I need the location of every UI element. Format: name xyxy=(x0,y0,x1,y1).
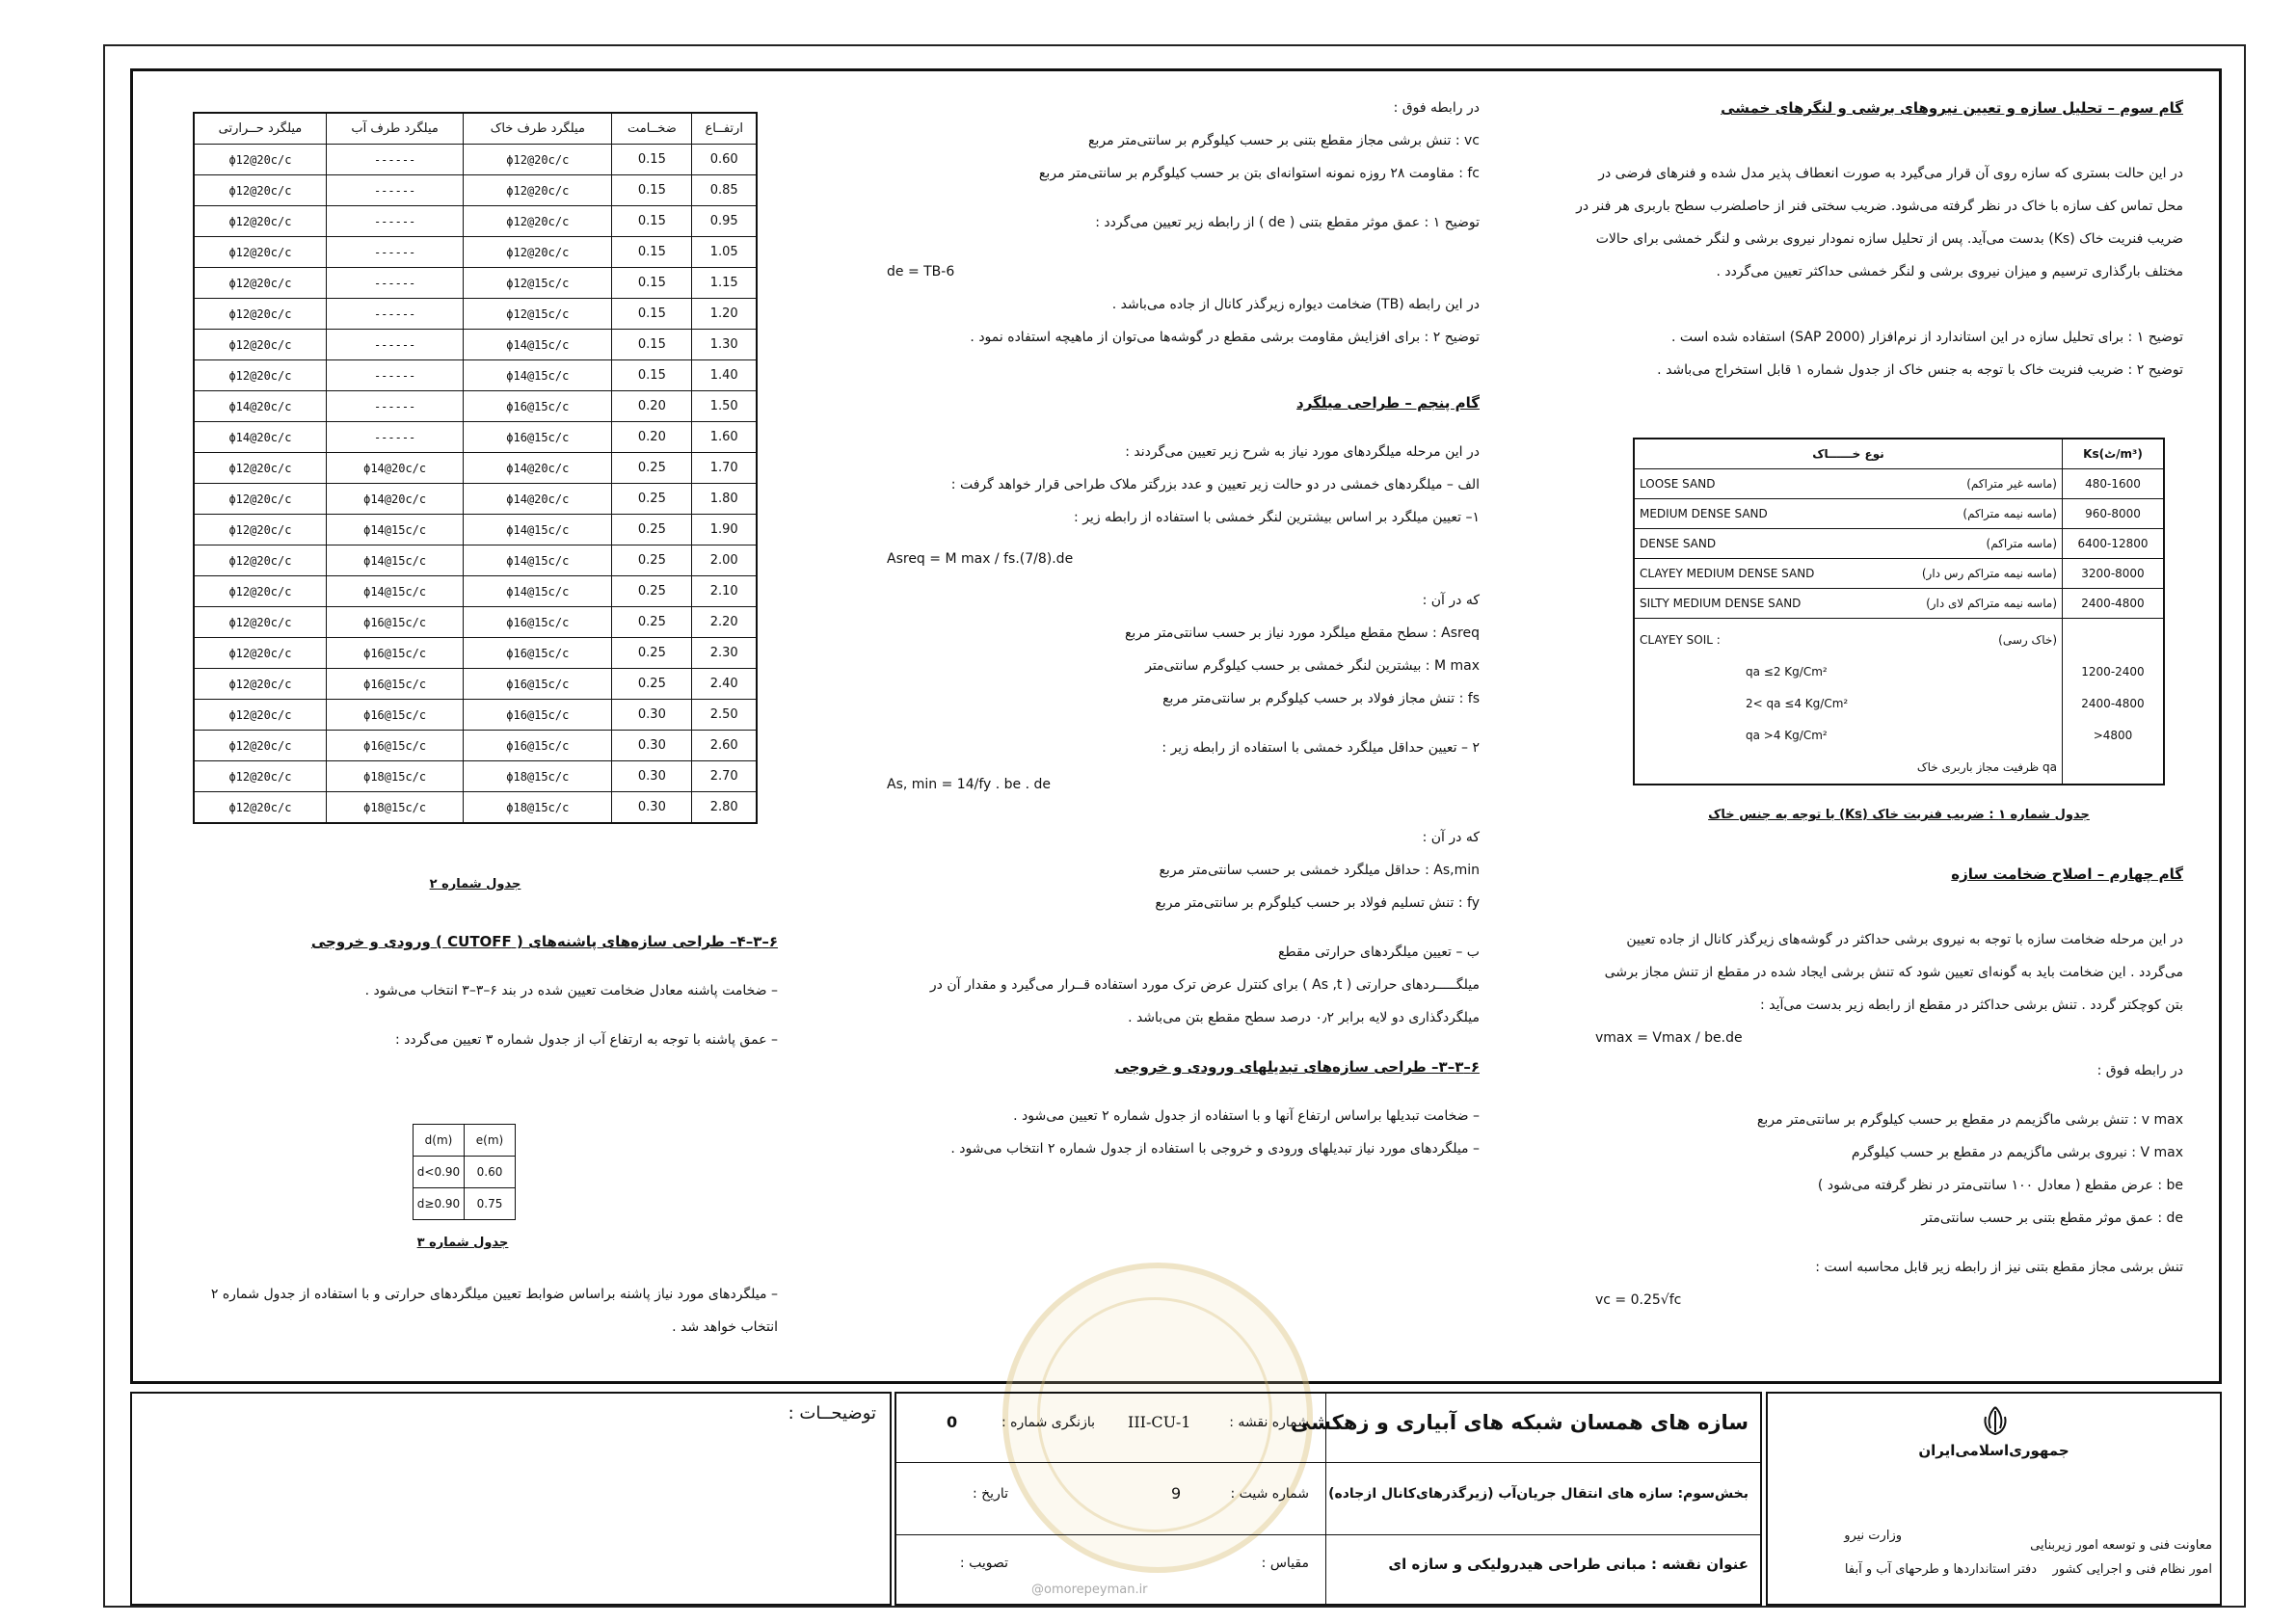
soil-name-en: LOOSE SAND xyxy=(1640,477,1716,491)
table-cell: ------ xyxy=(326,175,463,206)
table-row xyxy=(194,175,757,206)
table-cell: ϕ14@20c/c xyxy=(194,391,326,422)
asmin-def: As,min : حداقل میلگرد خمشی بر حسب سانتی‌متر مربع xyxy=(1159,863,1480,878)
table-cell: 0.30 xyxy=(612,761,692,792)
soil-ks: 480-1600 xyxy=(2063,469,2165,499)
step3-note-2: توضیح ۲ : ضریب فنریت خاک با توجه به جنس خاک از جدول شماره ۱ قابل استخراج می‌باشد . xyxy=(1657,362,2183,378)
table-cell: d(m) xyxy=(414,1125,465,1157)
table-row xyxy=(194,792,757,824)
table-cell: 0.25 xyxy=(612,515,692,545)
cutoff-line-2: – عمق پاشنه با توجه به ارتفاع آب از جدول شماره ۳ تعیین می‌گردد : xyxy=(394,1032,778,1048)
table3-caption: جدول شماره ۳ xyxy=(416,1236,509,1250)
clay-name-en: CLAYEY SOIL : xyxy=(1640,633,1721,647)
drawing-title: عنوان نقشه : مبانی طراحی هیدرولیکی و سازه ای xyxy=(1388,1556,1749,1573)
soil-table-header-type: نوع خــــــاک xyxy=(1634,439,2063,469)
middle-in-relation: در رابطه فوق : xyxy=(1393,100,1480,116)
table-cell: ------ xyxy=(326,360,463,391)
table-cell: ϕ16@15c/c xyxy=(326,607,463,638)
table-cell: 0.25 xyxy=(612,484,692,515)
table-cell: 0.30 xyxy=(612,700,692,731)
table-row xyxy=(1634,589,2164,619)
table-row xyxy=(194,669,757,700)
date-label: تاریخ : xyxy=(972,1486,1008,1502)
table-cell: 0.15 xyxy=(612,299,692,330)
table-cell: 2.80 xyxy=(692,792,757,824)
table-row xyxy=(194,360,757,391)
transition-line-1: – ضخامت تبدیلها براساس ارتفاع آنها و با استفاده از جدول شماره ۲ تعیین می‌شود . xyxy=(1013,1108,1480,1124)
step4-line-1: در این مرحله ضخامت سازه با توجه به نیروی برشی حداکثر در گوشه‌های زیرگذر کانال از جاده تعیین xyxy=(1626,932,2183,947)
table-cell: 0.60 xyxy=(692,145,757,175)
table-cell: ϕ16@15c/c xyxy=(464,607,612,638)
table-cell: ϕ12@20c/c xyxy=(194,700,326,731)
soil-table xyxy=(1633,438,2165,785)
step4-block xyxy=(1566,858,2183,1317)
table-cell: 2.30 xyxy=(692,638,757,669)
iran-emblem-icon xyxy=(1978,1403,2013,1438)
table-cell: ϕ14@15c/c xyxy=(464,330,612,360)
fs-def: fs : تنش مجاز فولاد بر حسب کیلوگرم بر سانتی‌متر مربع xyxy=(1162,691,1480,706)
temp-line-1: ب – تعیین میلگردهای حرارتی مقطع xyxy=(1278,945,1480,960)
table-cell: ϕ14@15c/c xyxy=(464,545,612,576)
ministry-line-2: دفتر استانداردها و طرحهای آب و آبفا xyxy=(1844,1562,2037,1577)
table-cell: 0.60 xyxy=(465,1157,516,1188)
clay-cond-3: qa >4 Kg/Cm² xyxy=(1746,729,1828,742)
step3-title: گام سوم – تحلیل سازه و تعیین نیروهای برشی و لنگرهای خمشی xyxy=(1721,99,2183,117)
table-row xyxy=(194,145,757,175)
clay-ks-3: >4800 xyxy=(2093,729,2133,742)
table-cell: 0.15 xyxy=(612,330,692,360)
table-row xyxy=(194,484,757,515)
table-row xyxy=(414,1188,516,1220)
table-cell: ϕ12@20c/c xyxy=(464,206,612,237)
table-cell: ϕ12@15c/c xyxy=(464,299,612,330)
table-cell: 2.50 xyxy=(692,700,757,731)
table-cell: 1.15 xyxy=(692,268,757,299)
table-cell: 0.25 xyxy=(612,669,692,700)
middle-note-2: توضیح ۲ : برای افزایش مقاومت برشی مقطع در گوشه‌ها می‌توان از ماهیچه استفاده نمود . xyxy=(970,330,1480,345)
republic-label: جمهوری‌اسلامی‌ایران xyxy=(1918,1442,2069,1459)
table-cell: ϕ14@15c/c xyxy=(326,515,463,545)
table-cell: 0.85 xyxy=(692,175,757,206)
table-cell: 1.20 xyxy=(692,299,757,330)
transition-title: ۶–۳–۳– طراحی سازه‌های تبدیلهای ورودی و خروجی xyxy=(1114,1058,1480,1076)
table-cell: ϕ12@20c/c xyxy=(194,515,326,545)
cutoff-block xyxy=(169,925,778,1056)
table-cell: ϕ12@20c/c xyxy=(194,237,326,268)
table-cell: 1.50 xyxy=(692,391,757,422)
table-cell: 2.10 xyxy=(692,576,757,607)
soil-ks: 960-8000 xyxy=(2063,499,2165,529)
table-cell: 2.20 xyxy=(692,607,757,638)
table-cell: 0.20 xyxy=(612,422,692,453)
table-header-cell: ضخــامت xyxy=(612,113,692,145)
table-cell: 0.15 xyxy=(612,206,692,237)
cutoff-depth-table xyxy=(413,1124,516,1220)
table-cell: ϕ12@20c/c xyxy=(194,206,326,237)
table-cell: 0.25 xyxy=(612,453,692,484)
sheet-label: شماره نقشه : xyxy=(1229,1415,1309,1430)
table-row xyxy=(194,299,757,330)
table-cell: ϕ12@15c/c xyxy=(464,268,612,299)
table-cell: ϕ16@15c/c xyxy=(464,638,612,669)
table-row xyxy=(1634,529,2164,559)
approve-label: تصویب : xyxy=(959,1556,1008,1571)
asreq-formula: Asreq = M max / fs.(7/8).de xyxy=(887,551,1074,567)
org-line-2: امور نظام فنی و اجرایی کشور xyxy=(2052,1562,2212,1577)
table-cell: ϕ12@20c/c xyxy=(194,792,326,824)
step4-line-2: می‌گردد . این ضخامت باید به گونه‌ای تعیین شود که تنش برشی ایجاد شده در مقطع از تنش مجاز برشی xyxy=(1604,965,2183,980)
table-cell: 0.95 xyxy=(692,206,757,237)
remarks-label: توضیحــات : xyxy=(788,1403,876,1423)
table-row xyxy=(194,700,757,731)
table-cell: ϕ12@20c/c xyxy=(194,360,326,391)
step4-allowable: تنش برشی مجاز مقطع بتنی نیز از رابطه زیر قابل محاسبه است : xyxy=(1815,1260,2183,1275)
table-header-cell: میلگرد طرف خاک xyxy=(464,113,612,145)
step5-title: گام پنجم – طراحی میلگرد xyxy=(1296,394,1480,412)
step4-def-4: de : عمق موثر مقطع بتنی بر حسب سانتی‌متر xyxy=(1921,1211,2183,1226)
table-cell: ϕ12@20c/c xyxy=(194,607,326,638)
table1-caption: جدول شماره ۱ : ضریب فنریت خاک (Ks) با توجه به جنس خاک xyxy=(1708,808,2090,822)
table-cell: ϕ14@15c/c xyxy=(326,576,463,607)
table-cell: 2.40 xyxy=(692,669,757,700)
remarks-box xyxy=(130,1392,892,1606)
table-cell: ------ xyxy=(326,391,463,422)
table-cell: ϕ12@20c/c xyxy=(464,237,612,268)
cutoff-rebar-line-2: انتخاب خواهد شد . xyxy=(672,1319,778,1335)
table-cell: 1.90 xyxy=(692,515,757,545)
table-row xyxy=(194,391,757,422)
sheet-number: III-CU-1 xyxy=(1128,1413,1191,1431)
table-cell: ϕ16@15c/c xyxy=(326,700,463,731)
clay-ks-2: 2400-4800 xyxy=(2081,697,2145,710)
table-cell: ϕ16@15c/c xyxy=(464,731,612,761)
tb-text: در این رابطه (TB) ضخامت دیواره زیرگذر کانال از جاده می‌باشد . xyxy=(1111,297,1480,312)
table-cell: 1.40 xyxy=(692,360,757,391)
temp-line-2: میلگـــــردهای حرارتی ( As ,t ) برای کنترل عرض ترک مورد استفاده قــرار می‌گیرد و مقدار آن در xyxy=(929,977,1480,993)
table-cell: ϕ14@15c/c xyxy=(326,545,463,576)
project-title: سازه های همسان شبکه های آبیاری و زهکشی xyxy=(1291,1411,1749,1434)
step4-line-3: بتن کوچکتر گردد . تنش برشی حداکثر در مقطع از رابطه زیر بدست می‌آید : xyxy=(1760,998,2183,1013)
soil-name-en: DENSE SAND xyxy=(1640,537,1717,550)
step5-line-2: الف – میلگردهای خمشی در دو حالت زیر تعیین و عدد بزرگتر ملاک طراحی قرار خواهد گرفت : xyxy=(950,477,1480,492)
soil-name-fa: (ماسه متراکم) xyxy=(1986,537,2057,550)
table-cell: d<0.90 xyxy=(414,1157,465,1188)
clay-ks-1: 1200-2400 xyxy=(2081,665,2145,678)
table-cell: ϕ16@15c/c xyxy=(326,638,463,669)
table-cell: ϕ14@15c/c xyxy=(464,576,612,607)
table-header-cell: ارتفــاع xyxy=(692,113,757,145)
website-watermark: @omorepeyman.ir xyxy=(1031,1583,1148,1597)
table-cell: ------ xyxy=(326,237,463,268)
step4-title: گام چهارم – اصلاح ضخامت سازه xyxy=(1951,865,2183,883)
soil-name-en: MEDIUM DENSE SAND xyxy=(1640,507,1768,520)
de-formula: de = TB-6 xyxy=(887,264,955,279)
table-row xyxy=(194,576,757,607)
sheet-num-label: شماره شیت : xyxy=(1230,1486,1309,1502)
mmax-def: M max : بیشترین لنگر خمشی بر حسب کیلوگرم سانتی‌متر xyxy=(1145,658,1480,674)
organization-box xyxy=(1766,1392,2222,1606)
step3-line-2: محل تماس کف سازه با خاک در نظر گرفته می‌شود. ضریب سختی فنر از حاصلضرب سطح باربری هر فنر در xyxy=(1576,199,2183,214)
table-cell: 0.15 xyxy=(612,268,692,299)
table-cell: ϕ12@20c/c xyxy=(464,175,612,206)
table-header-row xyxy=(194,113,757,145)
project-box xyxy=(894,1392,1762,1606)
step3-line-1: در این حالت بستری که سازه روی آن قرار می‌گیرد به صورت انعطاف پذیر مدل شده و فنرهای فرضی در xyxy=(1598,166,2183,181)
table-cell: ------ xyxy=(326,268,463,299)
table-cell: ------ xyxy=(326,145,463,175)
table-cell: ϕ16@15c/c xyxy=(464,391,612,422)
table-row xyxy=(194,206,757,237)
org-line-1: معاونت فنی و توسعه امور زیربنایی xyxy=(2030,1538,2212,1553)
table-cell: 0.25 xyxy=(612,638,692,669)
table-cell: 0.30 xyxy=(612,792,692,824)
step4-def-2: V max : نیروی برشی ماگزیمم در مقطع بر حسب کیلوگرم xyxy=(1851,1145,2183,1160)
table-cell: 1.30 xyxy=(692,330,757,360)
soil-name-en: SILTY MEDIUM DENSE SAND xyxy=(1640,597,1802,610)
revision-number: 0 xyxy=(947,1413,958,1431)
table-cell: ϕ16@15c/c xyxy=(326,669,463,700)
cutoff-title: ۶–۳–۴– طراحی سازه‌های پاشنه‌های ( CUTOFF ) ورودی و خروجی xyxy=(310,933,778,950)
table-row xyxy=(194,422,757,453)
right-column xyxy=(1566,92,2183,386)
table-cell: 2.70 xyxy=(692,761,757,792)
vmax-formula: vmax = Vmax / be.de xyxy=(1595,1030,1743,1046)
revision-label: بازنگری شماره : xyxy=(1001,1415,1095,1430)
table-cell: ------ xyxy=(326,330,463,360)
table-row xyxy=(194,731,757,761)
table-cell: ϕ14@20c/c xyxy=(326,453,463,484)
table-row xyxy=(194,607,757,638)
where-1: که در آن : xyxy=(1422,593,1480,608)
table-cell: 0.30 xyxy=(612,731,692,761)
step4-def-1: v max : تنش برشی ماگزیمم در مقطع بر حسب کیلوگرم بر سانتی‌متر مربع xyxy=(1756,1112,2183,1128)
table-row xyxy=(194,453,757,484)
table-row xyxy=(1634,469,2164,499)
table-cell: ϕ12@20c/c xyxy=(464,145,612,175)
table-cell: ϕ14@20c/c xyxy=(326,484,463,515)
table-row xyxy=(194,638,757,669)
table-cell: ϕ14@15c/c xyxy=(464,515,612,545)
table-cell: ϕ12@20c/c xyxy=(194,761,326,792)
table-cell: ------ xyxy=(326,206,463,237)
cutoff-rebar-line-1: – میلگردهای مورد نیاز پاشنه براساس ضوابط تعیین میلگردهای حرارتی و با استفاده از جدول شماره ۲ xyxy=(210,1287,778,1302)
clay-cond-1: qa ≤2 Kg/Cm² xyxy=(1746,665,1828,678)
middle-note-1: توضیح ۱ : عمق موثر مقطع بتنی ( de ) از رابطه زیر تعیین می‌گردد : xyxy=(1095,215,1480,230)
table-cell: ϕ14@20c/c xyxy=(464,453,612,484)
step5-line-3: ۱– تعیین میلگرد بر اساس بیشترین لنگر خمشی با استفاده از رابطه زیر : xyxy=(1074,510,1480,525)
part-title: بخش‌سوم: سازه های انتقال جریان‌آب (زیرگذرهای‌کانال ازجاده) xyxy=(1328,1486,1749,1502)
table-header-cell: میلگرد طرف آب xyxy=(326,113,463,145)
where-2: که در آن : xyxy=(1422,830,1480,845)
table-cell: ϕ12@20c/c xyxy=(194,576,326,607)
table-row xyxy=(194,330,757,360)
table-cell: ϕ16@15c/c xyxy=(464,700,612,731)
transition-line-2: – میلگردهای مورد نیاز تبدیلهای ورودی و خروجی با استفاده از جدول شماره ۲ انتخاب می‌شود . xyxy=(950,1141,1480,1157)
soil-name-fa: (ماسه نیمه متراکم لای دار) xyxy=(1926,597,2057,610)
table-row xyxy=(194,761,757,792)
step3-line-3: ضریب فنریت خاک (Ks) بدست می‌آید. پس از تحلیل سازه نمودار نیروی برشی و لنگر خمشی برای حالات xyxy=(1595,231,2183,247)
table-cell: e(m) xyxy=(465,1125,516,1157)
soil-name-fa: (ماسه نیمه متراکم) xyxy=(1962,507,2057,520)
table-cell: ϕ12@20c/c xyxy=(194,545,326,576)
asmin-formula: As, min = 14/fy . be . de xyxy=(887,777,1052,792)
table-cell: ------ xyxy=(326,299,463,330)
table-header-cell: میلگرد حــرارتی xyxy=(194,113,326,145)
vc-def: vc : تنش برشی مجاز مقطع بتنی بر حسب کیلوگرم بر سانتی‌متر مربع xyxy=(1088,133,1480,148)
table-cell: ϕ12@20c/c xyxy=(194,638,326,669)
table-cell: ϕ18@15c/c xyxy=(326,761,463,792)
table2-caption: جدول شماره ۲ xyxy=(429,877,521,891)
scale-label: مقیاس : xyxy=(1261,1556,1309,1571)
qa-note: qa ظرفیت مجاز باربری خاک xyxy=(1916,760,2057,774)
table-cell: 2.00 xyxy=(692,545,757,576)
table-cell: ϕ16@15c/c xyxy=(326,731,463,761)
temp-line-3: میلگردگذاری دو لایه برابر ۰٫۲ درصد سطح مقطع بتن می‌باشد . xyxy=(1128,1010,1480,1025)
table-cell: 1.70 xyxy=(692,453,757,484)
table-cell: ϕ12@20c/c xyxy=(194,669,326,700)
table-row xyxy=(1634,499,2164,529)
table-cell: ϕ18@15c/c xyxy=(464,761,612,792)
clay-cond-2: 2< qa ≤4 Kg/Cm² xyxy=(1746,697,1849,710)
step4-def-3: be : عرض مقطع ( معادل ۱۰۰ سانتی‌متر در نظر گرفته می‌شود ) xyxy=(1817,1178,2183,1193)
soil-ks: 6400-12800 xyxy=(2063,529,2165,559)
table-cell: ϕ12@20c/c xyxy=(194,175,326,206)
middle-column xyxy=(887,92,1480,1165)
asmin-intro: ۲ – تعیین حداقل میلگرد خمشی با استفاده از رابطه زیر : xyxy=(1161,740,1480,756)
soil-ks: 3200-8000 xyxy=(2063,559,2165,589)
soil-name-en: CLAYEY MEDIUM DENSE SAND xyxy=(1640,567,1815,580)
table-cell: ϕ14@15c/c xyxy=(464,360,612,391)
table-cell: ϕ18@15c/c xyxy=(464,792,612,824)
clay-name-fa: (خاک رسی) xyxy=(1998,633,2057,647)
table-cell: 0.20 xyxy=(612,391,692,422)
soil-table-header-ks: Ks(ٹ/m³) xyxy=(2063,439,2165,469)
table-row xyxy=(194,268,757,299)
table-row xyxy=(1634,559,2164,589)
soil-name-fa: (ماسه غیر متراکم) xyxy=(1966,477,2057,491)
table-cell: 0.75 xyxy=(465,1188,516,1220)
fy-def: fy : تنش تسلیم فولاد بر حسب کیلوگرم بر سانتی‌متر مربع xyxy=(1155,895,1480,911)
table-cell: ϕ12@20c/c xyxy=(194,145,326,175)
table-cell: 1.05 xyxy=(692,237,757,268)
table-cell: ϕ12@20c/c xyxy=(194,299,326,330)
step3-note-1: توضیح ۱ : برای تحلیل سازه در این استاندارد از نرم‌افزار (SAP 2000) استفاده شده است . xyxy=(1671,330,2183,345)
soil-name-fa: (ماسه نیمه متراکم رس دار) xyxy=(1921,567,2057,580)
table-cell: 1.60 xyxy=(692,422,757,453)
fc-def: fc : مقاومت ۲۸ روزه نمونه استوانه‌ای بتن بر حسب کیلوگرم بر سانتی‌متر مربع xyxy=(1038,166,1480,181)
reinforcement-table xyxy=(193,112,758,824)
step3-line-4: مختلف بارگذاری ترسیم و میزان نیروی برشی و لنگر خمشی حداکثر تعیین می‌گردد . xyxy=(1716,264,2183,279)
table-cell: 0.25 xyxy=(612,576,692,607)
table-cell: ϕ18@15c/c xyxy=(326,792,463,824)
table-row xyxy=(194,237,757,268)
table-row xyxy=(414,1125,516,1157)
table-cell: 0.15 xyxy=(612,175,692,206)
cutoff-line-1: – ضخامت پاشنه معادل ضخامت تعیین شده در بند ۶–۳–۳ انتخاب می‌شود . xyxy=(364,983,778,998)
soil-ks: 2400-4800 xyxy=(2063,589,2165,619)
table-cell: ϕ16@15c/c xyxy=(464,669,612,700)
ministry-line-1: وزارت نیرو xyxy=(1844,1529,1902,1543)
table-cell: 0.15 xyxy=(612,360,692,391)
table-cell: ϕ16@15c/c xyxy=(464,422,612,453)
table-cell: ϕ14@20c/c xyxy=(194,422,326,453)
table-cell: ϕ12@20c/c xyxy=(194,330,326,360)
cutoff-rebar-text xyxy=(169,1278,778,1344)
table-cell: ϕ12@20c/c xyxy=(194,453,326,484)
sheet-num-value: 9 xyxy=(1171,1484,1182,1503)
step4-in-relation: در رابطه فوق : xyxy=(2096,1063,2183,1078)
table-cell: 0.15 xyxy=(612,237,692,268)
table-cell: 0.25 xyxy=(612,607,692,638)
step5-line-1: در این مرحله میلگردهای مورد نیاز به شرح زیر تعیین می‌گردند : xyxy=(1125,444,1480,460)
table-cell: 1.80 xyxy=(692,484,757,515)
table-row xyxy=(414,1157,516,1188)
table-cell: ϕ12@20c/c xyxy=(194,268,326,299)
table-cell: ------ xyxy=(326,422,463,453)
table-cell: ϕ12@20c/c xyxy=(194,484,326,515)
vc-formula: vc = 0.25√fc xyxy=(1595,1292,1682,1308)
asreq-def: Asreq : سطح مقطع میلگرد مورد نیاز بر حسب سانتی‌متر مربع xyxy=(1124,625,1480,641)
table-cell: d≥0.90 xyxy=(414,1188,465,1220)
table-row xyxy=(1634,619,2164,785)
table-cell: 0.25 xyxy=(612,545,692,576)
table-cell: 0.15 xyxy=(612,145,692,175)
table-cell: ϕ14@20c/c xyxy=(464,484,612,515)
table-cell: ϕ12@20c/c xyxy=(194,731,326,761)
table-row xyxy=(194,545,757,576)
table-row xyxy=(194,515,757,545)
table-cell: 2.60 xyxy=(692,731,757,761)
